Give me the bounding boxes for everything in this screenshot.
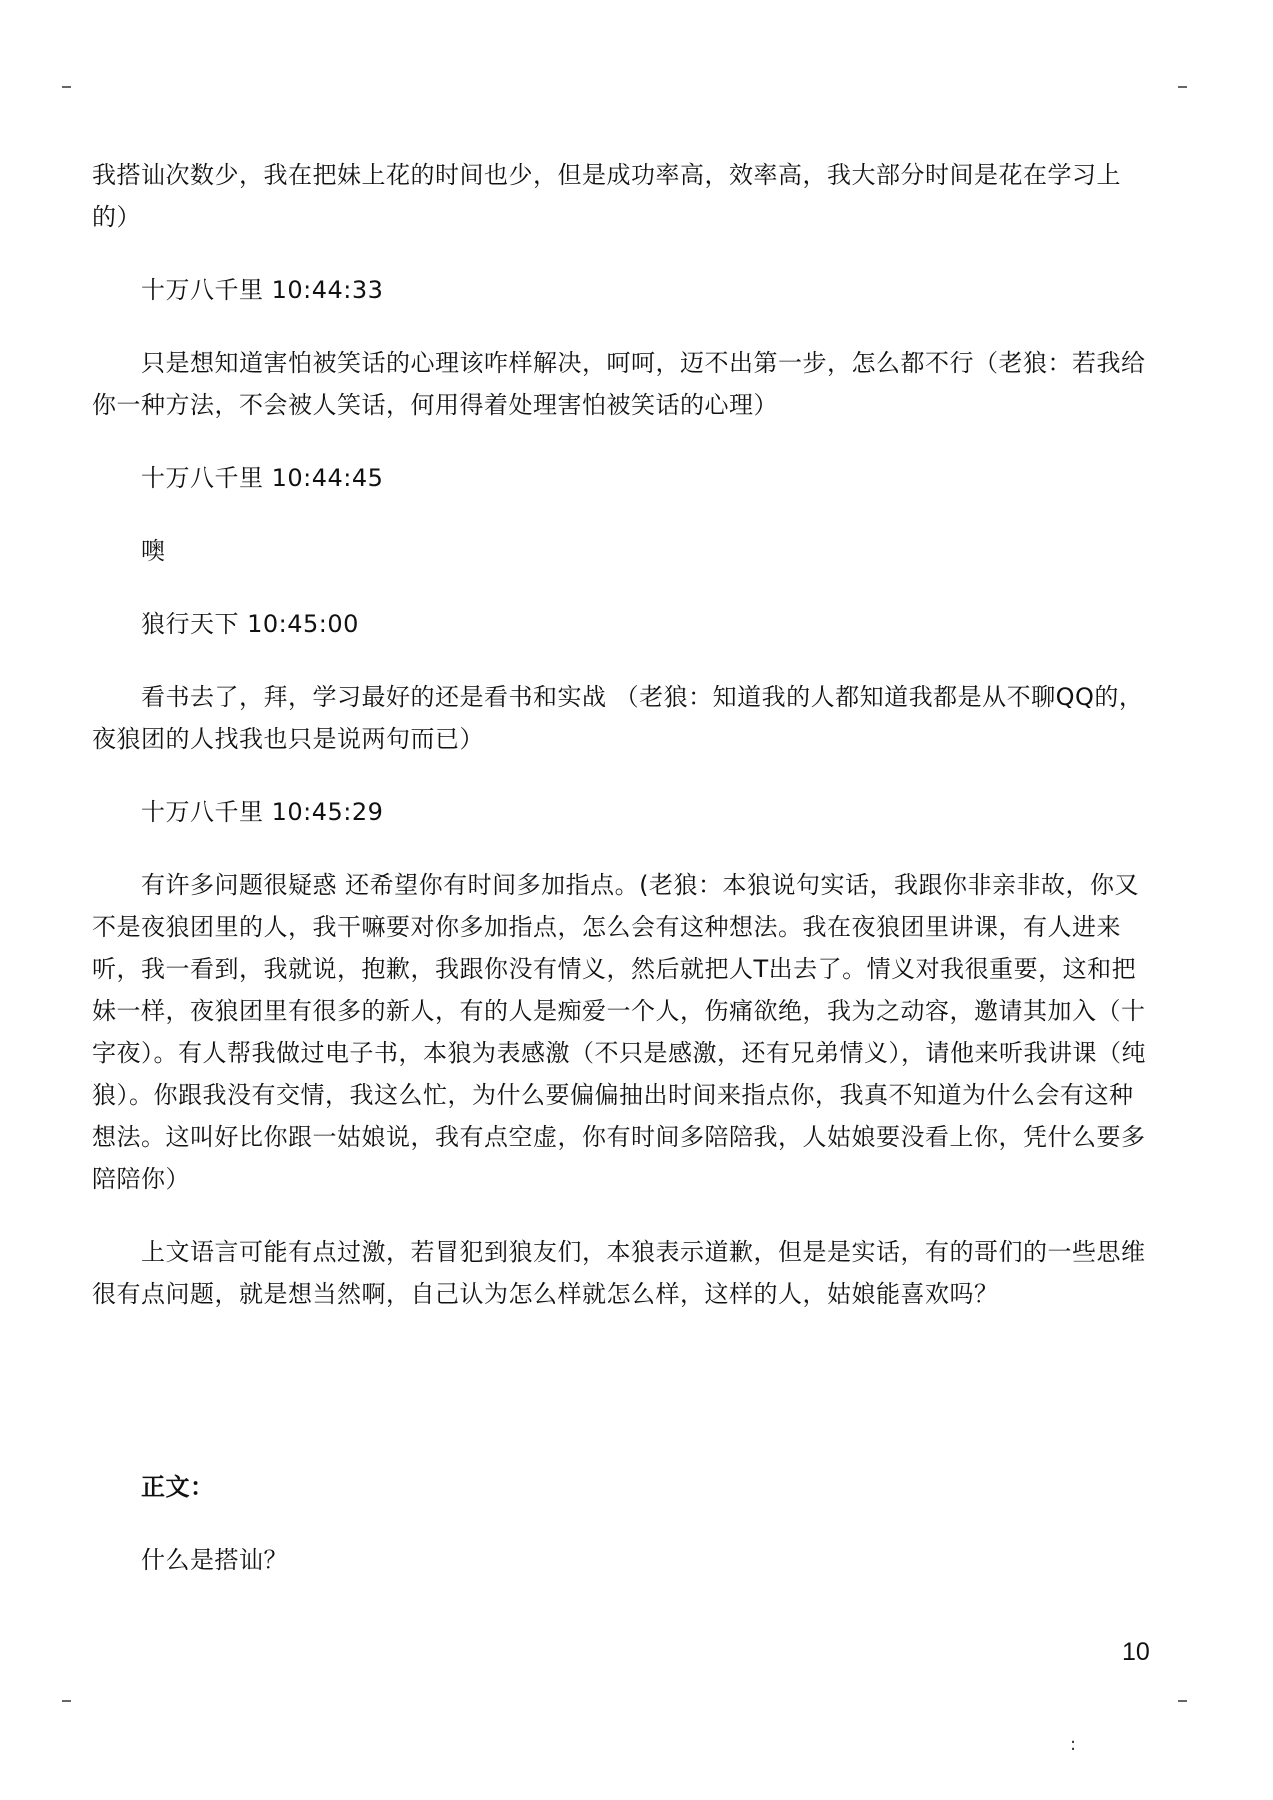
crop-mark-top-right bbox=[1178, 86, 1187, 88]
chat-message: 只是想知道害怕被笑话的心理该咋样解决，呵呵，迈不出第一步，怎么都不行（老狼：若我给你一种方法，不会被人笑话，何用得着处理害怕被笑话的心理） bbox=[92, 349, 1146, 419]
section-spacer bbox=[92, 1315, 1152, 1466]
chat-message: 噢 bbox=[141, 537, 166, 565]
crop-mark-bottom-left bbox=[62, 1700, 71, 1702]
question-line: 什么是搭讪？ bbox=[141, 1546, 288, 1574]
chat-message: 看书去了，拜，学习最好的还是看书和实战 （老狼：知道我的人都知道我都是从不聊QQ的，夜狼团的人找我也只是说两句而已） bbox=[92, 683, 1144, 753]
chat-message: 有许多问题很疑惑 还希望你有时间多加指点。(老狼：本狼说句实话，我跟你非亲非故，你又不是夜狼团里的人，我干嘛要对你多加指点，怎么会有这种想法。我在夜狼团里讲课，有人进来听，我一看到，我就说，抱歉，我跟你没有情义，然后就把人T出去了。情义对我很重要，这和把妹一样，夜狼团里有很多的新人，有的人是痴爱一个人，伤痛欲绝，我为之动容，邀请其加入（十字夜）。有人帮我做过电子书，本狼为表感激（不只是感激，还有兄弟情义），请他来听我讲课（纯狼）。你跟我没有交情，我这么忙，为什么要偏偏抽出时间来指点你，我真不知道为什么会有这种想法。这叫好比你跟一姑娘说，我有点空虚，你有时间多陪陪我，人姑娘要没看上你，凭什么要多陪陪你） bbox=[92, 871, 1146, 1193]
section-heading: 正文： bbox=[141, 1473, 215, 1501]
chat-header-timestamp: 十万八千里 10:44:45 bbox=[141, 464, 384, 492]
chat-header-timestamp: 十万八千里 10:44:33 bbox=[141, 276, 384, 304]
crop-mark-top-left bbox=[62, 86, 71, 88]
stray-mark: : bbox=[1070, 1734, 1077, 1755]
paragraph-continuation: 我搭讪次数少，我在把妹上花的时间也少，但是成功率高，效率高，我大部分时间是花在学习上的） bbox=[92, 161, 1121, 231]
document-body bbox=[92, 154, 1152, 1581]
chat-header-timestamp: 狼行天下 10:45:00 bbox=[141, 610, 359, 638]
commentary-paragraph: 上文语言可能有点过激，若冒犯到狼友们，本狼表示道歉，但是是实话，有的哥们的一些思维很有点问题，就是想当然啊，自己认为怎么样就怎么样，这样的人，姑娘能喜欢吗？ bbox=[92, 1238, 1146, 1308]
crop-mark-bottom-right bbox=[1178, 1700, 1187, 1702]
chat-header-timestamp: 十万八千里 10:45:29 bbox=[141, 798, 384, 826]
page-number: 10 bbox=[1122, 1638, 1150, 1666]
